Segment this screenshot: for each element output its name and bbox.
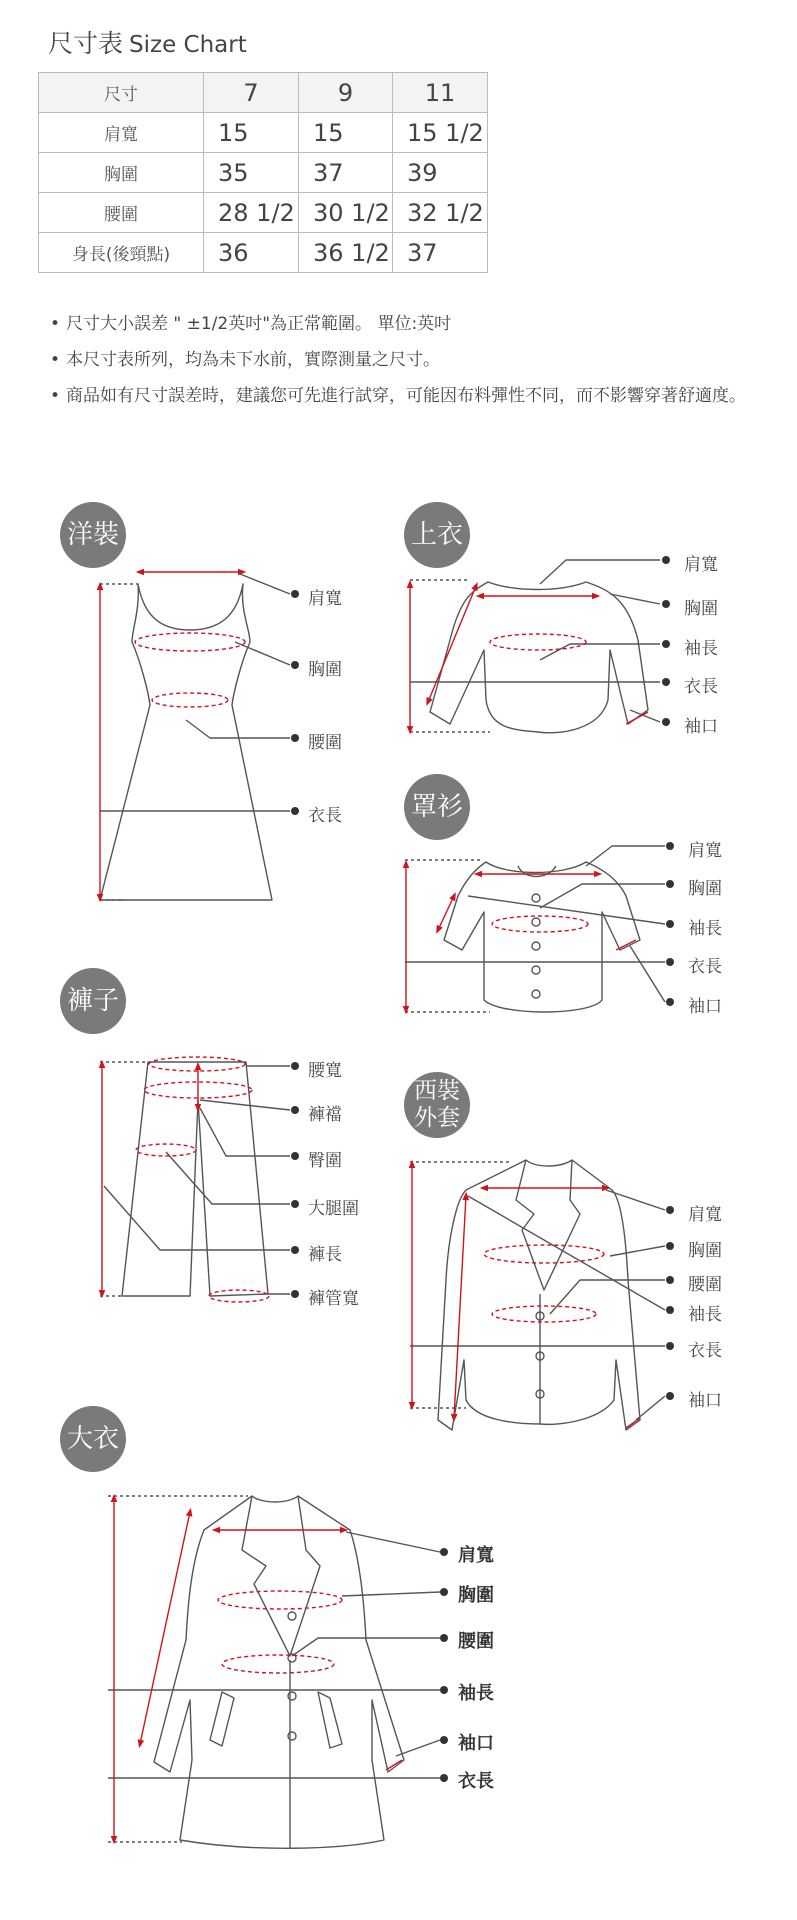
coat-label: 衣長 (458, 1771, 494, 1792)
dress-label: 腰圍 (308, 733, 342, 753)
coat-label: 腰圍 (458, 1631, 494, 1652)
suit-label: 腰圍 (688, 1275, 722, 1295)
coat-label: 肩寬 (458, 1545, 494, 1566)
table-cell: 15 1/2 (393, 113, 488, 153)
badge-suit-text: 西裝外套 (414, 1078, 460, 1131)
note-tolerance: • 尺寸大小誤差 " ±1/2英吋"為正常範圍。 單位:英吋 (50, 312, 750, 336)
suit-label: 衣長 (688, 1341, 722, 1361)
coat-illustration (108, 1496, 440, 1848)
coat-label: 袖口 (458, 1733, 494, 1754)
dress-label: 胸圍 (308, 660, 342, 680)
top-illustration (410, 560, 660, 733)
badge-top: 上衣 (404, 502, 470, 568)
table-cell: 15 (299, 113, 393, 153)
table-cell: 35 (204, 153, 299, 193)
note-unwashed: • 本尺寸表所列，均為未下水前，實際測量之尺寸。 (50, 348, 750, 372)
top-label: 袖口 (684, 717, 718, 737)
table-cell: 36 (204, 233, 299, 273)
coat-label: 胸圍 (458, 1585, 494, 1606)
dress-illustration (100, 574, 290, 900)
dress-label: 肩寬 (308, 589, 342, 609)
table-row-label: 身長(後頸點) (39, 233, 204, 273)
suit-measures (412, 1164, 640, 1428)
table-cell: 37 (299, 153, 393, 193)
table-header-cell: 7 (204, 73, 299, 113)
table-header-cell: 9 (299, 73, 393, 113)
title-zh: 尺寸表 (48, 29, 124, 58)
table-cell: 39 (393, 153, 488, 193)
blouse-label: 衣長 (688, 957, 722, 977)
pants-label: 腰寬 (308, 1061, 342, 1081)
table-cell: 15 (204, 113, 299, 153)
top-label: 袖長 (684, 639, 718, 659)
blouse-illustration (405, 846, 665, 1012)
coat-label: 袖長 (458, 1683, 494, 1704)
badge-pants: 褲子 (60, 968, 126, 1034)
pants-measures (102, 1057, 269, 1302)
table-cell: 37 (393, 233, 488, 273)
pants-illustration (100, 1062, 290, 1296)
pants-label: 褲襠 (308, 1105, 342, 1125)
title-en: Size Chart (129, 32, 247, 58)
suit-label: 袖長 (688, 1305, 722, 1325)
suit-illustration (410, 1160, 665, 1430)
table-cell: 36 1/2 (299, 233, 393, 273)
top-label: 肩寬 (684, 555, 718, 575)
note-fit: • 商品如有尺寸誤差時，建議您可先進行試穿，可能因布料彈性不同，而不影響穿著舒適度。 (50, 384, 750, 408)
table-row-label: 肩寬 (39, 113, 204, 153)
top-label: 胸圍 (684, 599, 718, 619)
table-header-cell: 11 (393, 73, 488, 113)
blouse-label: 胸圍 (688, 879, 722, 899)
table-header-cell: 尺寸 (39, 73, 204, 113)
blouse-label: 肩寬 (688, 841, 722, 861)
suit-label: 袖口 (688, 1391, 722, 1411)
badge-coat: 大衣 (60, 1406, 126, 1472)
table-cell: 30 1/2 (299, 193, 393, 233)
pants-label: 褲長 (308, 1245, 342, 1265)
table-cell: 32 1/2 (393, 193, 488, 233)
badge-blouse: 罩衫 (404, 774, 470, 840)
pants-label: 大腿圍 (308, 1199, 359, 1219)
pants-label: 臀圍 (308, 1151, 342, 1171)
pants-label: 褲管寬 (308, 1289, 359, 1309)
badge-suit (404, 1072, 470, 1138)
badge-dress: 洋裝 (60, 502, 126, 568)
coat-measures (114, 1498, 402, 1840)
top-label: 衣長 (684, 677, 718, 697)
suit-label: 肩寬 (688, 1205, 722, 1225)
blouse-label: 袖口 (688, 997, 722, 1017)
table-row-label: 腰圍 (39, 193, 204, 233)
table-cell: 28 1/2 (204, 193, 299, 233)
table-row-label: 胸圍 (39, 153, 204, 193)
suit-label: 胸圍 (688, 1241, 722, 1261)
dress-label: 衣長 (308, 806, 342, 826)
blouse-label: 袖長 (688, 919, 722, 939)
